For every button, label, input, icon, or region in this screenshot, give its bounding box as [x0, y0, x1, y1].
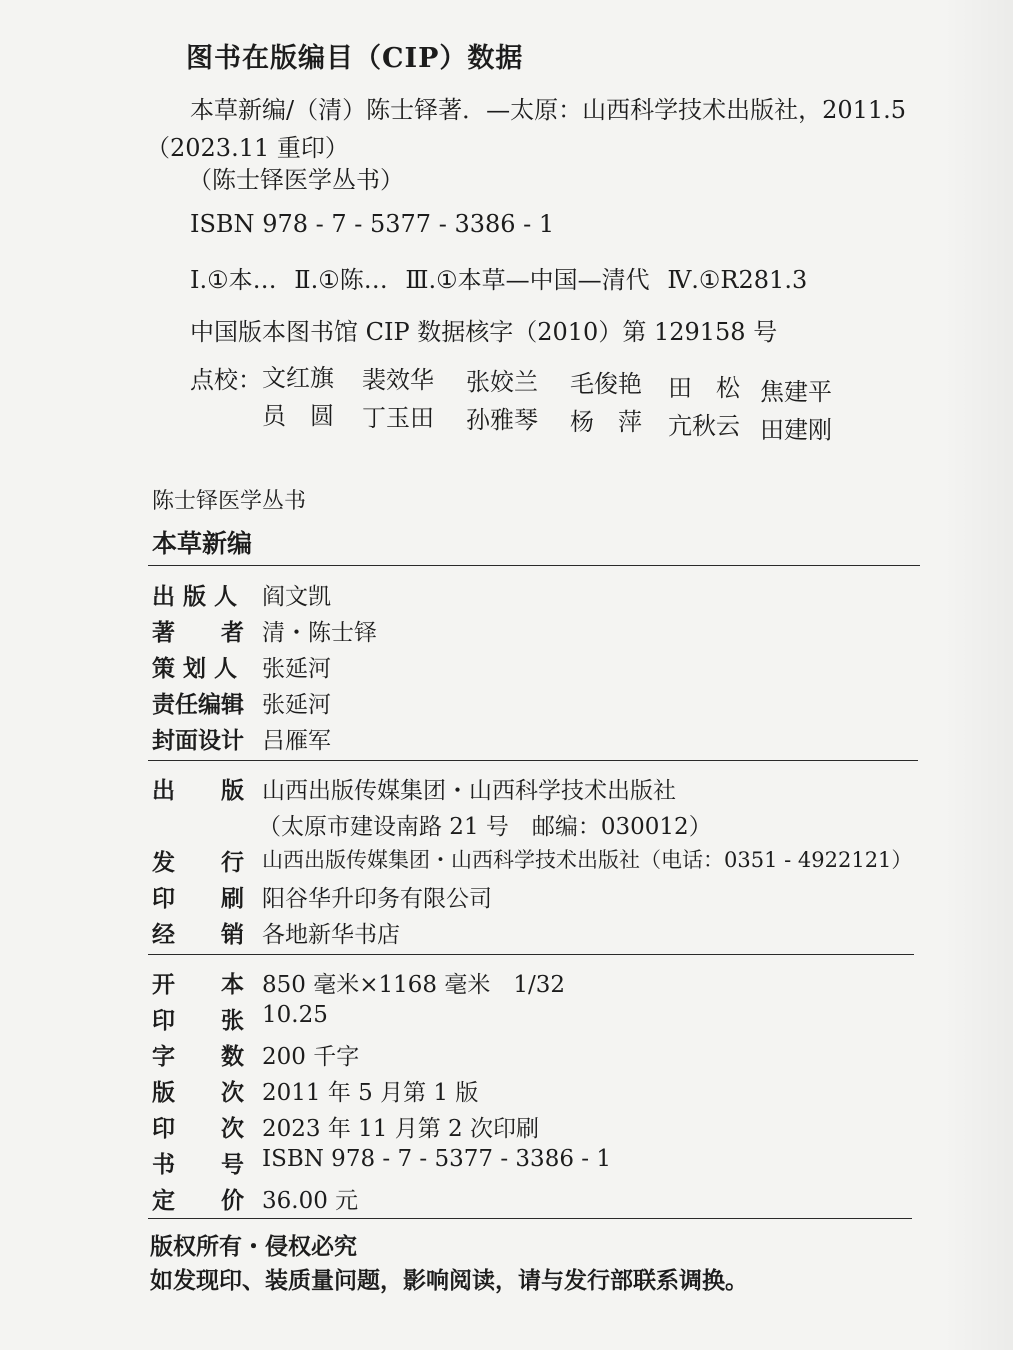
proofreader-name: 孙雅琴 [466, 406, 538, 434]
publishing-value: 各地新华书店 [262, 922, 400, 948]
spec-value: 200 千字 [262, 1044, 360, 1070]
spec-label: 印 张 [152, 1007, 244, 1034]
spec-label: 字 数 [152, 1043, 244, 1070]
credit-value: 张延河 [262, 692, 331, 718]
page-edge-shadow [943, 0, 1013, 1350]
credit-label: 责任编辑 [152, 691, 244, 718]
spec-value: 10.25 [262, 1002, 328, 1028]
spec-label: 印 次 [152, 1115, 244, 1142]
cip-isbn: ISBN 978 - 7 - 5377 - 3386 - 1 [190, 210, 555, 238]
publishing-value: 阳谷华升印务有限公司 [262, 886, 492, 912]
series-name: 陈士铎医学丛书 [152, 489, 307, 514]
proofreader-name: 焦建平 [760, 378, 832, 406]
classification-item: Ⅰ.①本… [190, 266, 277, 294]
cip-record: 中国版本图书馆 CIP 数据核字（2010）第 129158 号 [190, 318, 778, 346]
proofreader-name: 亢秋云 [668, 412, 740, 440]
spec-value: 2023 年 11 月第 2 次印刷 [262, 1116, 539, 1142]
classification-item: Ⅲ.①本草—中国—清代 [405, 266, 650, 294]
copyright-notice: 版权所有・侵权必究 [150, 1233, 357, 1260]
proofreader-name: 田 松 [668, 374, 740, 402]
spec-value: ISBN 978 - 7 - 5377 - 3386 - 1 [262, 1146, 611, 1172]
cip-line-1: 本草新编/（清）陈士铎著．—太原：山西科学技术出版社，2011.5 [190, 96, 907, 124]
spec-label: 定 价 [152, 1187, 244, 1214]
publishing-label: 出 版 [152, 777, 244, 804]
credit-value: 吕雁军 [262, 728, 331, 754]
credit-value: 阎文凯 [262, 584, 331, 610]
classification-item: Ⅳ.①R281.3 [667, 266, 808, 294]
cip-heading: 图书在版编目（CIP）数据 [186, 43, 524, 74]
proofreader-name: 毛俊艳 [570, 370, 642, 398]
cip-series: （陈士铎医学丛书） [188, 166, 404, 194]
cip-classification [190, 260, 817, 295]
publishing-label: 经 销 [152, 921, 244, 948]
spec-label: 开 本 [152, 971, 244, 998]
credit-value: 清・陈士铎 [262, 620, 377, 646]
classification-item: Ⅱ.①陈… [294, 266, 388, 294]
publishing-value: 山西出版传媒集团・山西科学技术出版社（电话：0351 - 4922121） [262, 848, 913, 872]
divider [148, 954, 914, 955]
book-title: 本草新编 [152, 529, 253, 558]
spec-value: 850 毫米×1168 毫米 1/32 [262, 972, 565, 998]
divider [148, 1218, 912, 1219]
spec-label: 版 次 [152, 1079, 244, 1106]
quality-notice: 如发现印、装质量问题，影响阅读，请与发行部联系调换。 [150, 1267, 748, 1294]
divider [148, 760, 918, 761]
credit-value: 张延河 [262, 656, 331, 682]
credit-label: 著 者 [152, 619, 244, 646]
spec-value: 2011 年 5 月第 1 版 [262, 1080, 479, 1106]
proofreader-name: 张姣兰 [466, 368, 538, 396]
proofreader-name: 丁玉田 [362, 404, 434, 432]
publishing-label: 发 行 [152, 849, 244, 876]
proofreader-name: 杨 萍 [570, 408, 642, 436]
proofreader-name: 田建刚 [760, 416, 832, 444]
cip-line-2: （2023.11 重印） [146, 134, 349, 162]
credit-label: 出 版 人 [152, 583, 238, 610]
proofreader-name: 员 圆 [262, 402, 334, 430]
proofreader-name: 裴效华 [362, 366, 434, 394]
divider [148, 565, 920, 566]
credit-label: 策 划 人 [152, 655, 238, 682]
spec-label: 书 号 [152, 1151, 244, 1178]
credit-label: 封面设计 [152, 727, 244, 754]
publishing-value: 山西出版传媒集团・山西科学技术出版社 [262, 778, 676, 804]
proofreader-name: 文红旗 [262, 364, 334, 392]
spec-value: 36.00 元 [262, 1188, 359, 1214]
proofreaders-label: 点校： [190, 366, 262, 394]
publishing-value: （太原市建设南路 21 号 邮编：030012） [258, 814, 712, 840]
publishing-label: 印 刷 [152, 885, 244, 912]
